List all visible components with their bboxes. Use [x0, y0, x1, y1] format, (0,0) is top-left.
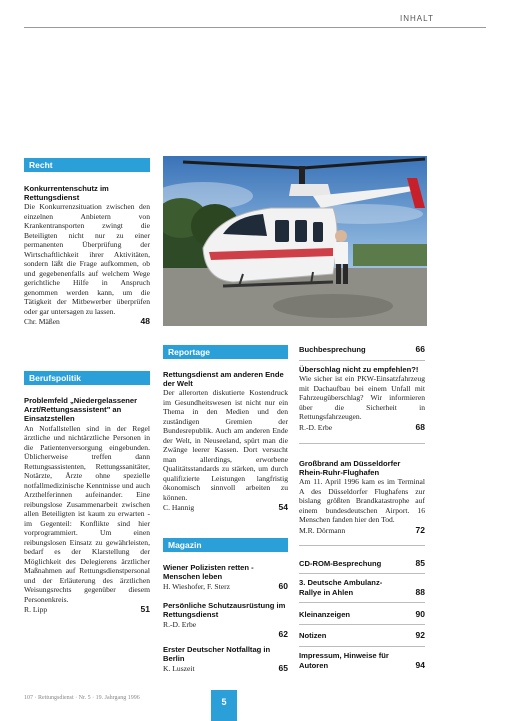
page-number: 66 [415, 344, 425, 354]
article-teaser: Die Konkurrenzsituation zwischen den einzelnen Anbietern von Krankentransporten zwingt die Beteiligten nicht nur zu einer permanenten Überprüfung der Wirtschaftlichkeit ihrer Aktivitäten, sondern läßt die Frage aufkommen, ob und gegebenenfalls auf welchem Wege gerichtliche Hilfe in Anspruch genommen werden kann, um die Tätigkeit der Mitbewerber überprüfen oder gar untersagen zu lassen. [24, 202, 150, 316]
article-title: Problemfeld „Niedergelassener Arzt/Rettungsassistent" an Einsatzstellen [24, 396, 138, 424]
section-label: INHALT [400, 14, 434, 23]
section-header-reportage: Reportage [163, 345, 288, 359]
divider [299, 545, 425, 546]
article-title: Persönliche Schutzausrüstung im Rettungsdienst [163, 601, 286, 620]
toc-title: CD-ROM-Besprechung [299, 559, 382, 568]
article-title: Erster Deutscher Notfalltag in Berlin [163, 645, 271, 664]
toc-ambulanz-rallye[interactable] [299, 578, 425, 597]
article-teaser: Am 11. April 1996 kam es im Terminal A des Düsseldorfer Flughafens zur bislang größten Brandkatastrophe auf einem bundesdeutschen Airport. 16 Menschen fanden hier den Tod. [299, 477, 425, 525]
divider [299, 624, 425, 625]
article-title: Wiener Polizisten retten - Menschen leben [163, 563, 254, 582]
article-teaser: Der allerorten diskutierte Kostendruck im Gesundheitswesen ist nicht nur ein Thema in den Medien und den zuständigen Gremien der Bundesrepublik. Auch am anderen Ende der Welt, in Neuseeland, spürt man die Zwänge leerer Kassen. Dort versucht man allerdings, erworbene Qualitätsstandards zu stärken, um durch qualifizierte Leistungen langfristig ökonomisch sinnvoll arbeiten zu können. [163, 388, 288, 502]
toc-title: Impressum, Hinweise für Autoren [299, 651, 389, 670]
toc-notizen[interactable] [299, 630, 425, 640]
article-author: R.-D. Erbe [299, 422, 333, 432]
page-number: 88 [415, 587, 425, 597]
article-author: R.-D. Erbe [163, 620, 197, 630]
article-author: R. Lipp [24, 605, 48, 615]
article-author: K. Luszeit [163, 664, 195, 674]
toc-title: 3. Deutsche Ambulanz-Rallye in Ahlen [299, 578, 383, 597]
section-header-berufspolitik: Berufspolitik [24, 371, 150, 385]
toc-title: Kleinanzeigen [299, 610, 351, 619]
page-number: 72 [415, 524, 425, 535]
article-rettungsdienst-welt[interactable] [163, 370, 288, 513]
toc-title: Notizen [299, 631, 327, 640]
toc-cdrom[interactable] [299, 558, 425, 568]
article-ueberschlag[interactable] [299, 365, 425, 432]
article-konkurrentenschutz[interactable] [24, 184, 150, 327]
toc-buchbesprechung[interactable] [299, 344, 425, 354]
divider [299, 360, 425, 361]
article-schutzausruestung[interactable] [163, 601, 288, 640]
top-rule [24, 27, 486, 28]
divider [299, 602, 425, 603]
page-number: 94 [415, 660, 425, 670]
article-author: H. Wieshofer, F. Sterz [163, 582, 230, 592]
toc-title: Buchbesprechung [299, 345, 366, 354]
page-number: 92 [415, 630, 425, 640]
page-number: 62 [278, 629, 288, 640]
article-title: Überschlag nicht zu empfehlen?! [299, 365, 419, 374]
article-title: Konkurrentenschutz im Rettungsdienst [24, 184, 109, 203]
article-author: Chr. Mäßen [24, 317, 60, 327]
article-author: M.R. Dörmann [299, 525, 346, 535]
article-grossbrand[interactable] [299, 459, 425, 535]
article-title: Rettungsdienst am anderen Ende der Welt [163, 370, 284, 389]
page-number: 68 [415, 421, 425, 432]
article-author: C. Hannig [163, 503, 195, 513]
article-teaser: Wie sicher ist ein PKW-Einsatzfahrzeug mit Dachaufbau bei einem Unfall mit Fahrzeugüberschlag? Wir informieren über die Sicherheit in Rettungsfahrzeugen. [299, 374, 425, 422]
article-wiener-polizisten[interactable] [163, 563, 288, 592]
divider [299, 443, 425, 444]
article-teaser: An Notfallstellen sind in der Regel ärztliche und nichtärztliche Personen in die Patientenversorgung eingebunden. Üblicherweise treffen dann Rettungsassistenten, Rettungssanitäter, Notärzte, Ärzte ohne spezielle notfallmedizinische Kenntnisse und auch Arzthelferinnen aufeinander. Eine reibungslose Zusammenarbeit zwischen allen Beteiligten ist kaum zu erwarten - im Gegenteil: Konflikte sind hier vorprogrammiert. Um einen reibungslosen Einsatz zu gewährleisten, bedarf es der Klarstellung der Möglichkeit des Delegierens ärztlicher Maßnahmen auf Rettungsdienstpersonal und der Erläuterung des ärztlichen Weisungsrechts gegenüber diesem Personenkreis. [24, 423, 150, 604]
helicopter-photo [163, 156, 427, 326]
divider [299, 646, 425, 647]
toc-impressum[interactable] [299, 651, 425, 670]
page-number: 51 [140, 604, 150, 615]
page-number: 48 [140, 316, 150, 327]
divider [299, 573, 425, 574]
section-header-recht: Recht [24, 158, 150, 172]
page-number-box: 5 [211, 690, 237, 721]
article-title: Großbrand am Düsseldorfer Rhein-Ruhr-Flughafen [299, 459, 401, 478]
article-problemfeld[interactable] [24, 396, 150, 615]
toc-kleinanzeigen[interactable] [299, 609, 425, 619]
page-number: 65 [278, 663, 288, 674]
article-notfalltag[interactable] [163, 645, 288, 674]
section-header-magazin: Magazin [163, 538, 288, 552]
page-number: 60 [278, 581, 288, 592]
page-number: 85 [415, 558, 425, 568]
page-number: 90 [415, 609, 425, 619]
footer-line: 107 · Rettungsdienst · Nr. 5 · 19. Jahrgang 1996 [24, 695, 140, 701]
page-number: 54 [278, 502, 288, 513]
